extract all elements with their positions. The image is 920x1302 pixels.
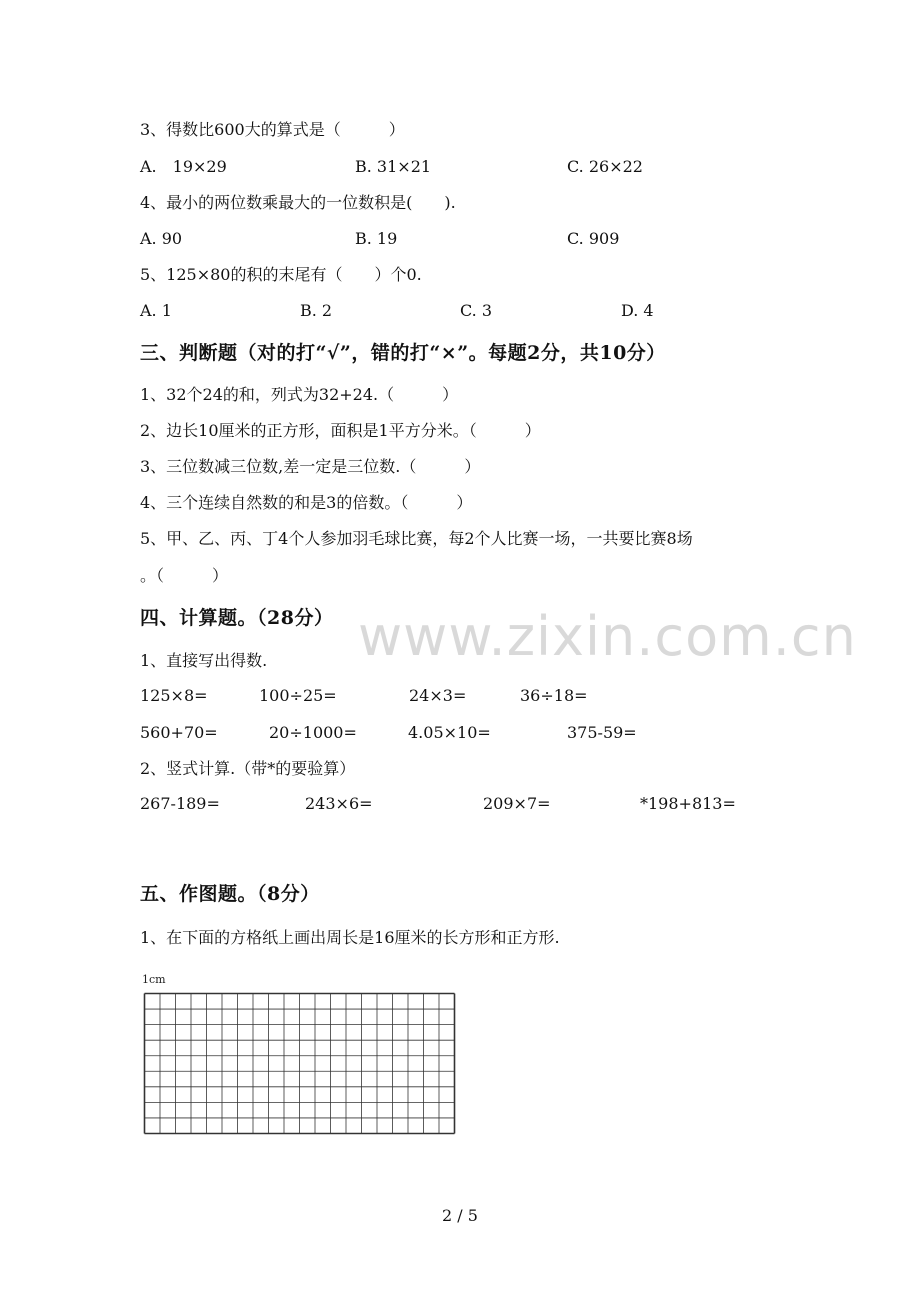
question-5: 5、125×80的积的末尾有（ ）个0. — [140, 265, 422, 284]
watermark: www.zixin.com.cn — [358, 605, 857, 668]
judge-item-5: 5、甲、乙、丙、丁4个人参加羽毛球比赛，每2个人比赛一场，一共要比赛8场 — [140, 529, 693, 548]
section-5-heading: 五、作图题。（8分） — [140, 883, 320, 905]
calc-item: 36÷18= — [520, 686, 588, 705]
q3-option-a: A. 19×29 — [140, 157, 227, 176]
q5-option-a: A. 1 — [140, 301, 172, 320]
judge-item-3: 3、三位数减三位数,差一定是三位数.（ ） — [140, 457, 481, 476]
q5-option-b: B. 2 — [300, 301, 333, 320]
q5-option-d: D. 4 — [621, 301, 654, 320]
calc-item: 100÷25= — [259, 686, 337, 705]
grid-scale-label: 1cm — [142, 973, 166, 986]
calc-item: 375-59= — [567, 723, 637, 742]
q4-option-b: B. 19 — [355, 229, 398, 248]
section-3-heading: 三、判断题（对的打“√”，错的打“×”。每题2分，共10分） — [140, 342, 666, 364]
calc-item: 20÷1000= — [269, 723, 357, 742]
judge-item-2: 2、边长10厘米的正方形，面积是1平方分米。（ ） — [140, 421, 541, 440]
question-3: 3、得数比600大的算式是（ ） — [140, 120, 405, 139]
drawing-question-1: 1、在下面的方格纸上画出周长是16厘米的长方形和正方形. — [140, 928, 560, 947]
calc-item: 560+70= — [140, 723, 218, 742]
page-number: 2 / 5 — [442, 1206, 478, 1225]
calc-item: 125×8= — [140, 686, 208, 705]
judge-item-4: 4、三个连续自然数的和是3的倍数。（ ） — [140, 493, 473, 512]
vertical-calc-item: 209×7= — [483, 794, 551, 813]
q4-option-a: A. 90 — [140, 229, 183, 248]
vertical-calc-item: *198+813= — [640, 794, 736, 813]
q4-option-c: C. 909 — [567, 229, 620, 248]
q3-option-b: B. 31×21 — [355, 157, 432, 176]
question-4: 4、最小的两位数乘最大的一位数积是( ). — [140, 193, 456, 212]
calc-item: 24×3= — [409, 686, 467, 705]
vertical-calc-item: 267-189= — [140, 794, 220, 813]
q3-option-c: C. 26×22 — [567, 157, 643, 176]
calc-q1-title: 1、直接写出得数. — [140, 651, 268, 670]
judge-item-1: 1、32个24的和，列式为32+24.（ ） — [140, 385, 459, 404]
q5-option-c: C. 3 — [460, 301, 493, 320]
judge-item-5-cont: 。（ ） — [140, 566, 229, 585]
calc-item: 4.05×10= — [408, 723, 491, 742]
vertical-calc-item: 243×6= — [305, 794, 373, 813]
section-4-heading: 四、计算题。（28分） — [140, 607, 334, 629]
calc-q2-title: 2、竖式计算.（带*的要验算） — [140, 759, 356, 778]
graph-paper-grid[interactable] — [143, 992, 456, 1136]
